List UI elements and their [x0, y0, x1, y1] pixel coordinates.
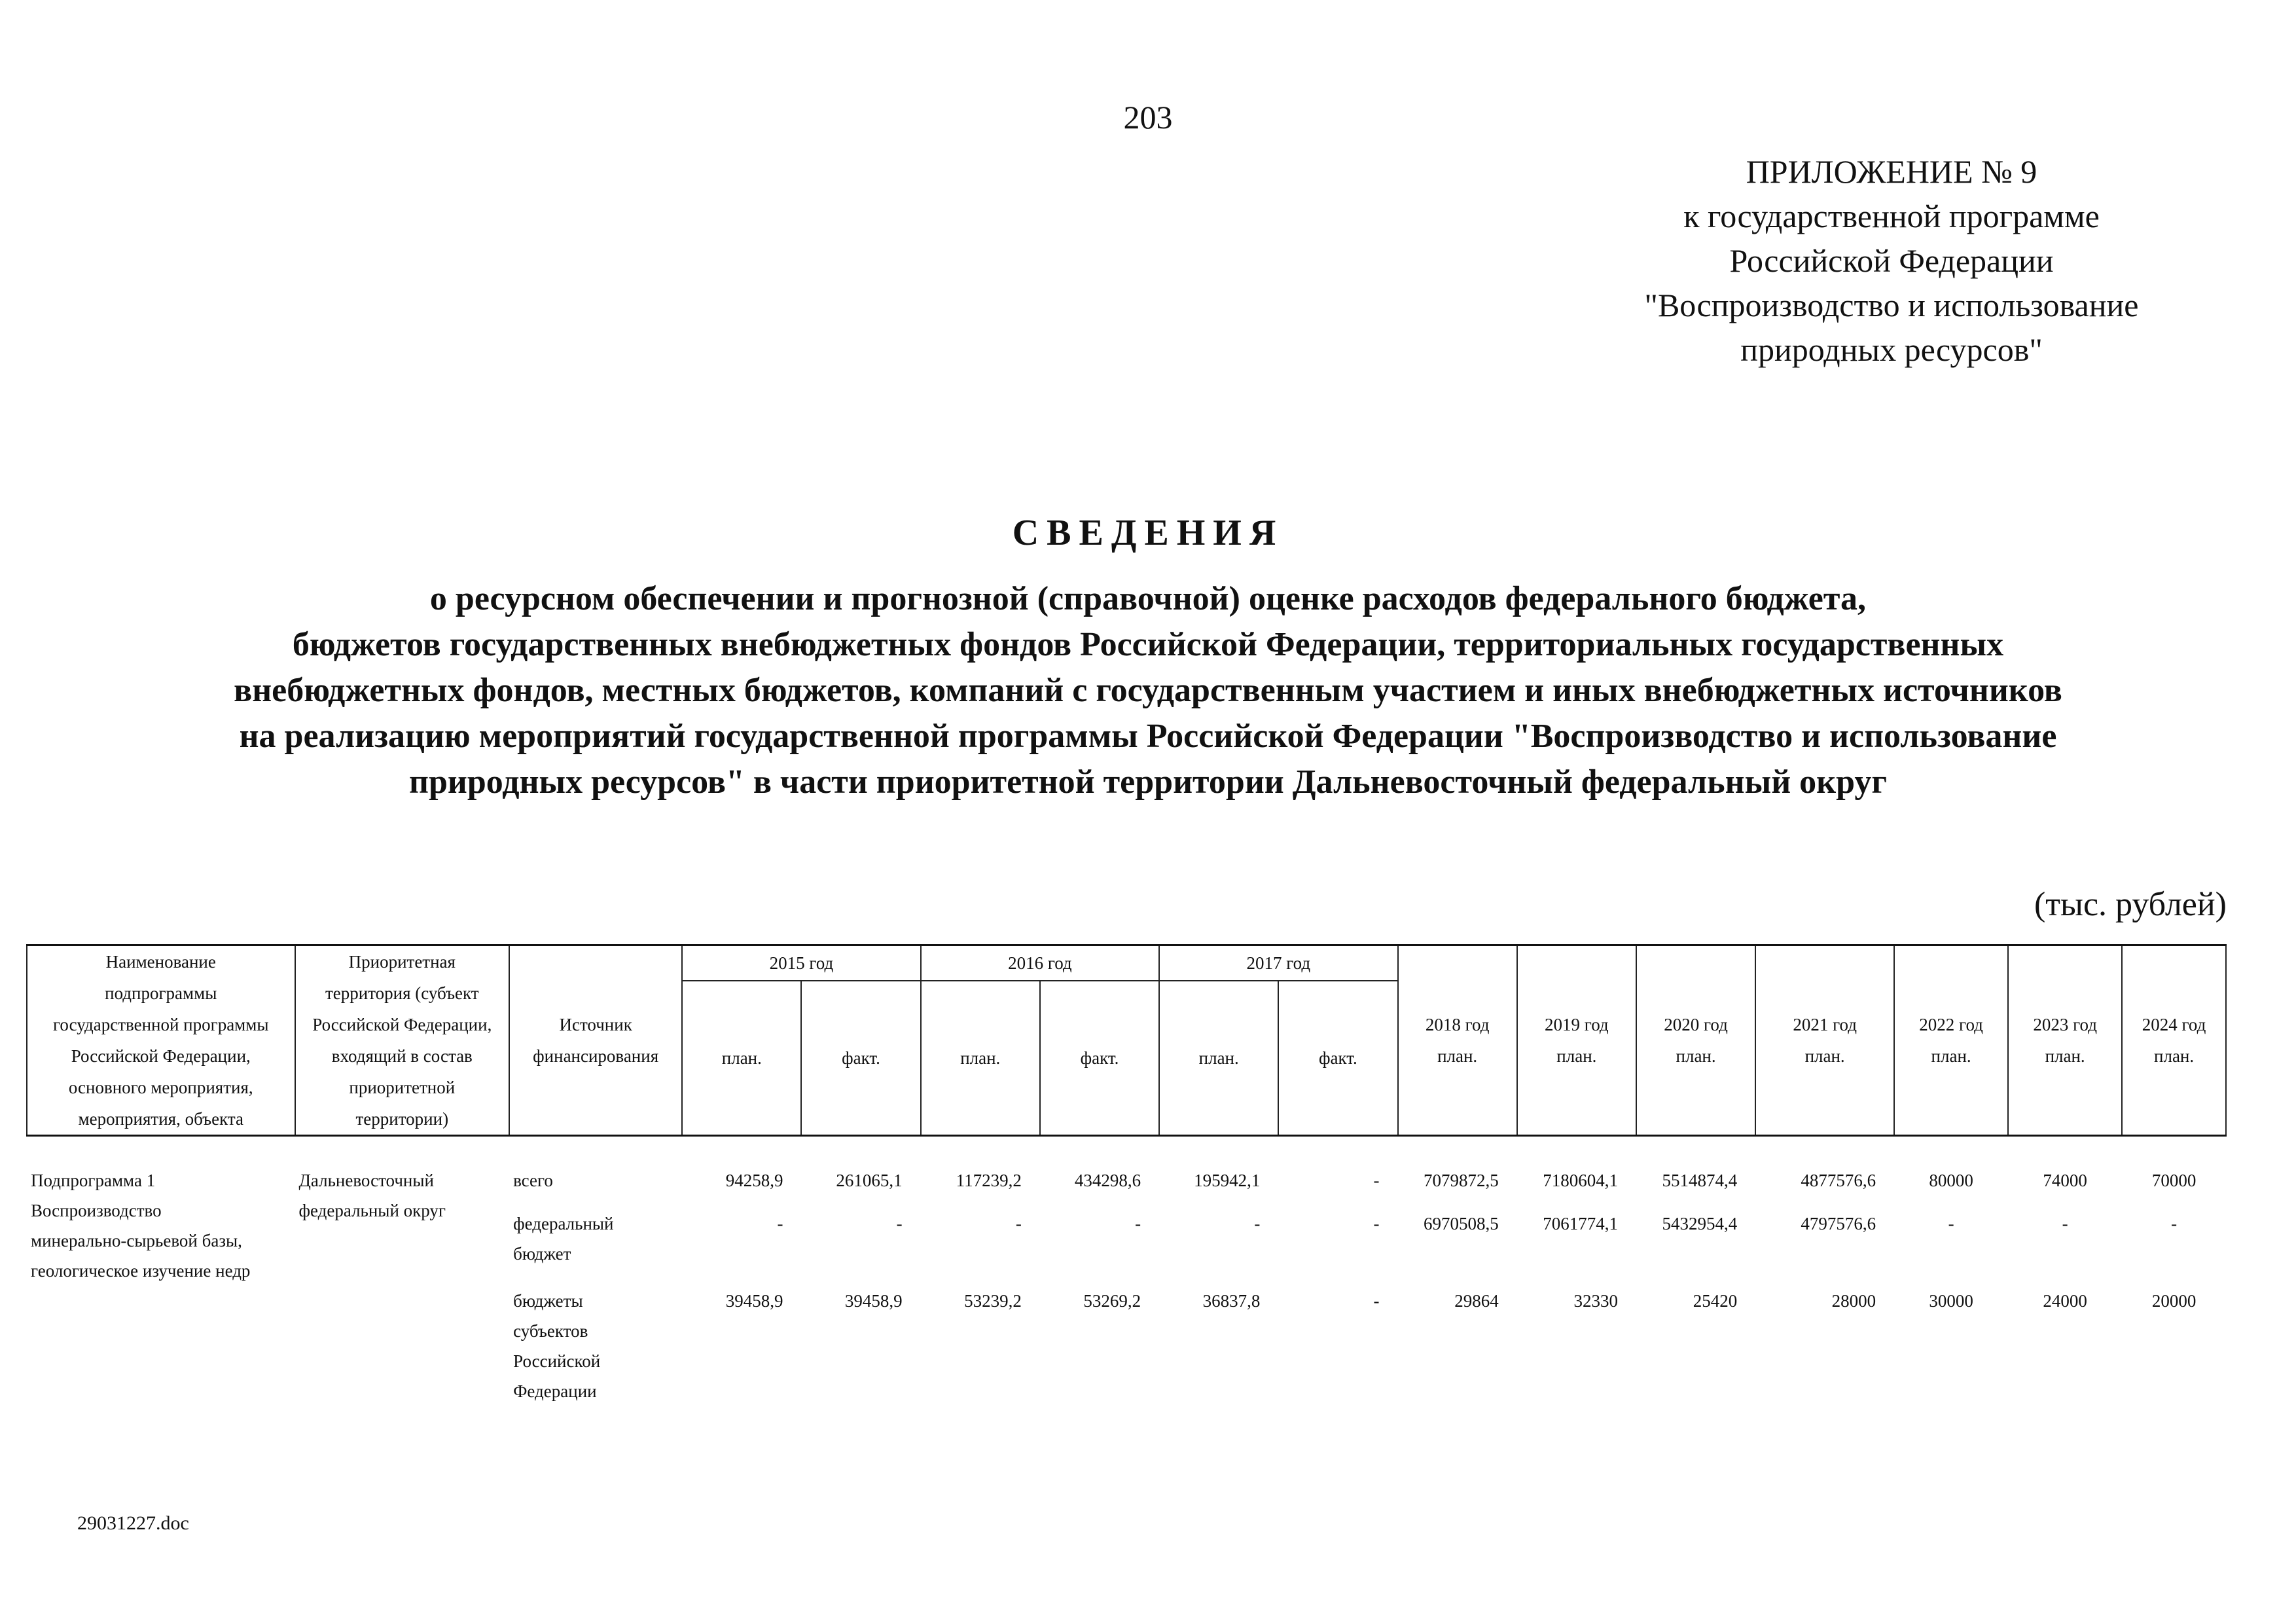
source-cell: всего [513, 1171, 553, 1190]
header-territory: Приоритетная территория (субъект Российской Федерации, входящий в состав приоритетной территории) [295, 945, 510, 1136]
value-cell: - [896, 1214, 903, 1233]
territory-cell: Дальневосточный федеральный округ [298, 1171, 446, 1220]
value-cell: 5514874,4 [1662, 1171, 1738, 1190]
header-plan-2016: план. [921, 981, 1040, 1136]
program-name-cell: Подпрограмма 1 Воспроизводство минерально-сырьевой базы, геологическое изучение недр [31, 1171, 251, 1281]
value-cell: 53269,2 [1083, 1291, 1141, 1311]
value-cell: 7079872,5 [1424, 1171, 1499, 1190]
appendix-line: Российской Федерации [1729, 242, 2054, 279]
document-heading: СВЕДЕНИЯ [1012, 513, 1284, 553]
value-cell: 30000 [1929, 1291, 1973, 1311]
header-fact-2015: факт. [801, 981, 920, 1136]
source-cell: федеральный бюджет [513, 1214, 614, 1264]
footer-filename: 29031227.doc [77, 1512, 189, 1534]
value-cell: - [1948, 1214, 1954, 1233]
header-2015: 2015 год [682, 945, 920, 981]
resource-table [26, 944, 2227, 1406]
appendix-line: "Воспроизводство и использование [1644, 287, 2139, 323]
subheading-line: природных ресурсов" в части приоритетной территории Дальневосточный федеральный округ [409, 763, 1887, 801]
header-source: Источник финансирования [509, 945, 682, 1136]
value-cell: - [1373, 1291, 1380, 1311]
source-cell: бюджеты субъектов Российской Федерации [513, 1291, 601, 1401]
value-cell: 24000 [2043, 1291, 2087, 1311]
value-cell: 29864 [1454, 1291, 1499, 1311]
header-plan-2017: план. [1159, 981, 1278, 1136]
subheading-line: бюджетов государственных внебюджетных фондов Российской Федерации, территориальных государственных [292, 626, 2004, 663]
appendix-title: ПРИЛОЖЕНИЕ № 9 [1746, 153, 2037, 190]
value-cell: 70000 [2151, 1171, 2197, 1190]
value-cell: 117239,2 [956, 1171, 1022, 1190]
header-plan-2015: план. [682, 981, 801, 1136]
value-cell: 5432954,4 [1662, 1214, 1738, 1233]
header-2017: 2017 год [1159, 945, 1397, 981]
value-cell: - [1373, 1171, 1380, 1190]
value-cell: 20000 [2151, 1291, 2197, 1311]
units-label: (тыс. рублей) [2034, 886, 2227, 923]
subheading-line: внебюджетных фондов, местных бюджетов, компаний с государственным участием и иных внебюджетных источников [234, 672, 2062, 709]
value-cell: - [2062, 1214, 2068, 1233]
value-cell: 53239,2 [964, 1291, 1022, 1311]
header-fact-2017: факт. [1278, 981, 1397, 1136]
value-cell: - [777, 1214, 783, 1233]
value-cell: 7180604,1 [1543, 1171, 1618, 1190]
table-row [27, 1165, 2226, 1195]
header-2016: 2016 год [921, 945, 1159, 981]
appendix-line: природных ресурсов" [1740, 331, 2043, 368]
value-cell: 39458,9 [725, 1291, 783, 1311]
appendix-block [1558, 149, 2225, 372]
header-name: Наименование подпрограммы государственной программы Российской Федерации, основного мероприятия, мероприятия, объекта [27, 945, 295, 1136]
value-cell: - [1015, 1214, 1022, 1233]
value-cell: 39458,9 [844, 1291, 903, 1311]
page-number: 203 [1123, 99, 1173, 136]
subheading-line: на реализацию мероприятий государственной программы Российской Федерации "Воспроизводство и использование [239, 718, 2057, 755]
header-2023: 2023 год план. [2008, 945, 2122, 1136]
header-2021: 2021 год план. [1755, 945, 1894, 1136]
value-cell: 80000 [1929, 1171, 1973, 1190]
value-cell: 7061774,1 [1543, 1214, 1618, 1233]
value-cell: 4797576,6 [1801, 1214, 1876, 1233]
value-cell: 261065,1 [836, 1171, 903, 1190]
value-cell: 195942,1 [1194, 1171, 1261, 1190]
value-cell: 4877576,6 [1801, 1171, 1876, 1190]
value-cell: 36837,8 [1202, 1291, 1261, 1311]
value-cell: 74000 [2043, 1171, 2087, 1190]
value-cell: 28000 [1831, 1291, 1876, 1311]
value-cell: - [2171, 1214, 2178, 1233]
value-cell: 25420 [1693, 1291, 1738, 1311]
document-subheading [65, 576, 2231, 805]
value-cell: 32330 [1573, 1291, 1618, 1311]
header-fact-2016: факт. [1040, 981, 1159, 1136]
header-2018: 2018 год план. [1398, 945, 1517, 1136]
value-cell: - [1254, 1214, 1261, 1233]
value-cell: 434298,6 [1074, 1171, 1141, 1190]
value-cell: 6970508,5 [1424, 1214, 1499, 1233]
header-2020: 2020 год план. [1636, 945, 1755, 1136]
header-2019: 2019 год план. [1517, 945, 1636, 1136]
header-2024: 2024 год план. [2122, 945, 2226, 1136]
value-cell: - [1135, 1214, 1141, 1233]
appendix-line: к государственной программе [1683, 198, 2100, 234]
value-cell: - [1373, 1214, 1380, 1233]
value-cell: 94258,9 [725, 1171, 783, 1190]
subheading-line: о ресурсном обеспечении и прогнозной (справочной) оценке расходов федерального бюджета, [429, 580, 1867, 617]
header-2022: 2022 год план. [1894, 945, 2008, 1136]
